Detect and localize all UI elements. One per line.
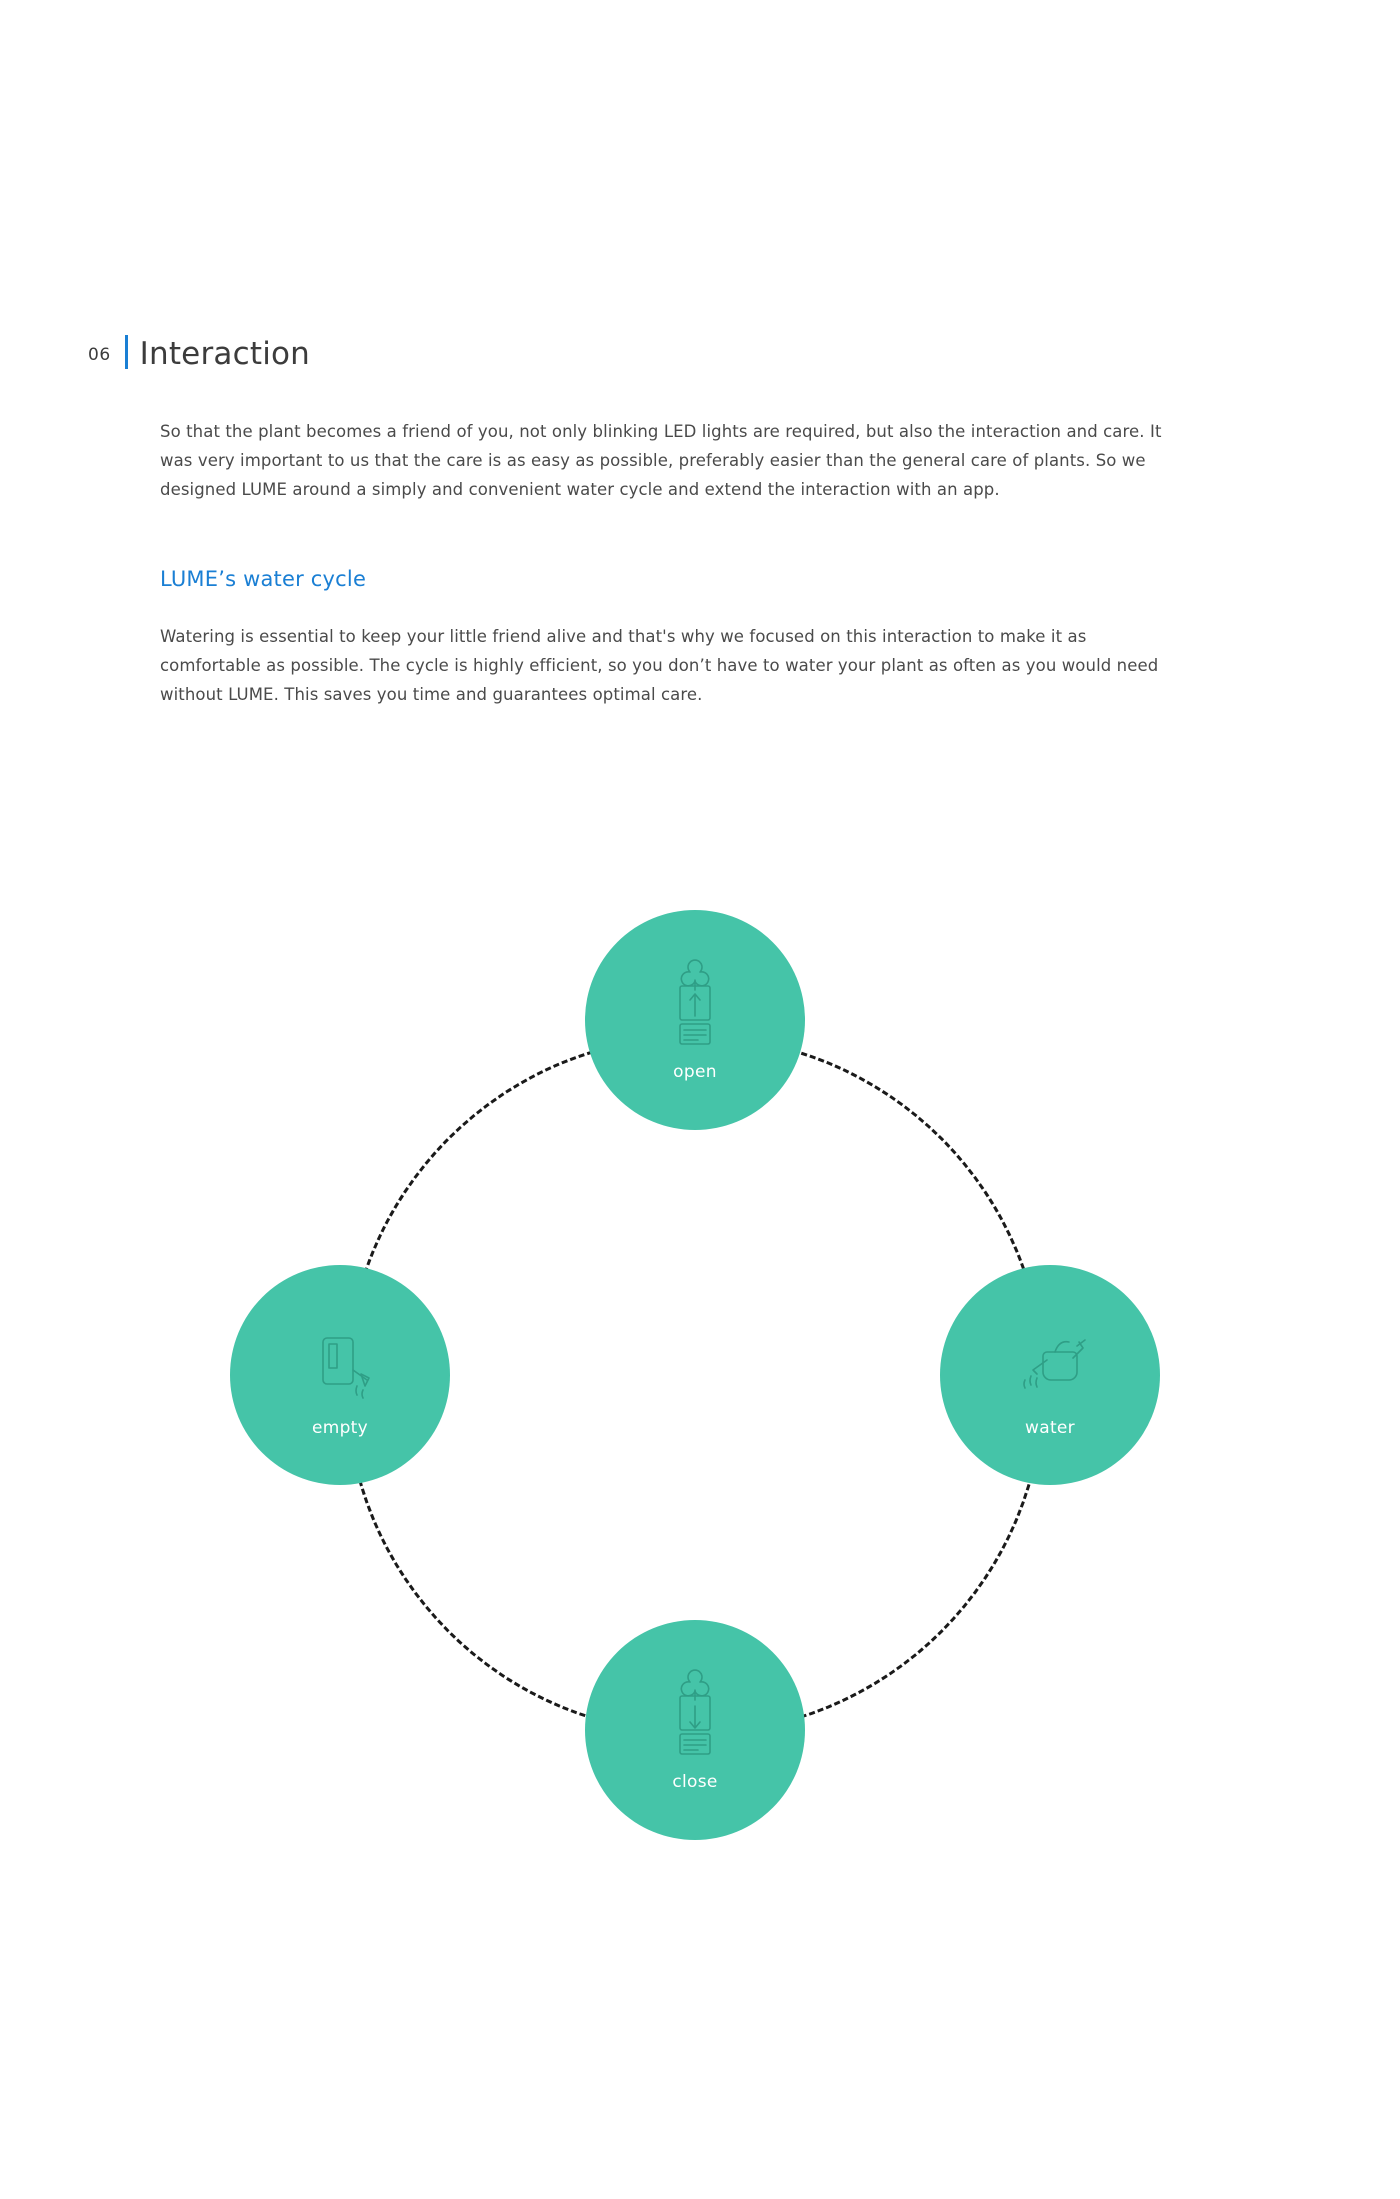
section-divider-rule [125,335,128,369]
cycle-node-label: open [673,1062,717,1082]
cycle-node-close[interactable] [585,1620,805,1840]
cycle-node-empty[interactable] [230,1265,450,1485]
cycle-node-label: empty [311,1418,369,1438]
subsection-title: LUME’s water cycle [160,567,367,592]
watering-can-icon [1005,1312,1095,1408]
cycle-node-label: close [672,1772,718,1792]
cycle-node-label: water [1025,1418,1075,1438]
section-header [88,330,310,372]
page-title: Interaction [139,336,311,372]
cycle-node-water[interactable] [940,1265,1160,1485]
section-number: 06 [88,345,111,365]
intro-paragraph: So that the plant becomes a friend of you, not only blinking LED lights are required, but also the interaction and care. It was very important to us that the care is as easy as possible, preferably easier than the general care of plants. So we designed LUME around a simply and convenient water cycle and extend the interaction with an app. [160,421,1162,499]
container-open-icon [650,958,740,1054]
cycle-node-open[interactable] [585,910,805,1130]
container-close-icon [650,1668,740,1764]
water-cycle-paragraph: Watering is essential to keep your little friend alive and that's why we focused on this interaction to make it as comfortable as possible. The cycle is highly efficient, so you don’t have to water your plant as often as you would need without LUME. This saves you time and guarantees optimal care. [160,626,1159,704]
container-empty-icon [295,1312,385,1408]
water-cycle-diagram [230,920,1160,1850]
